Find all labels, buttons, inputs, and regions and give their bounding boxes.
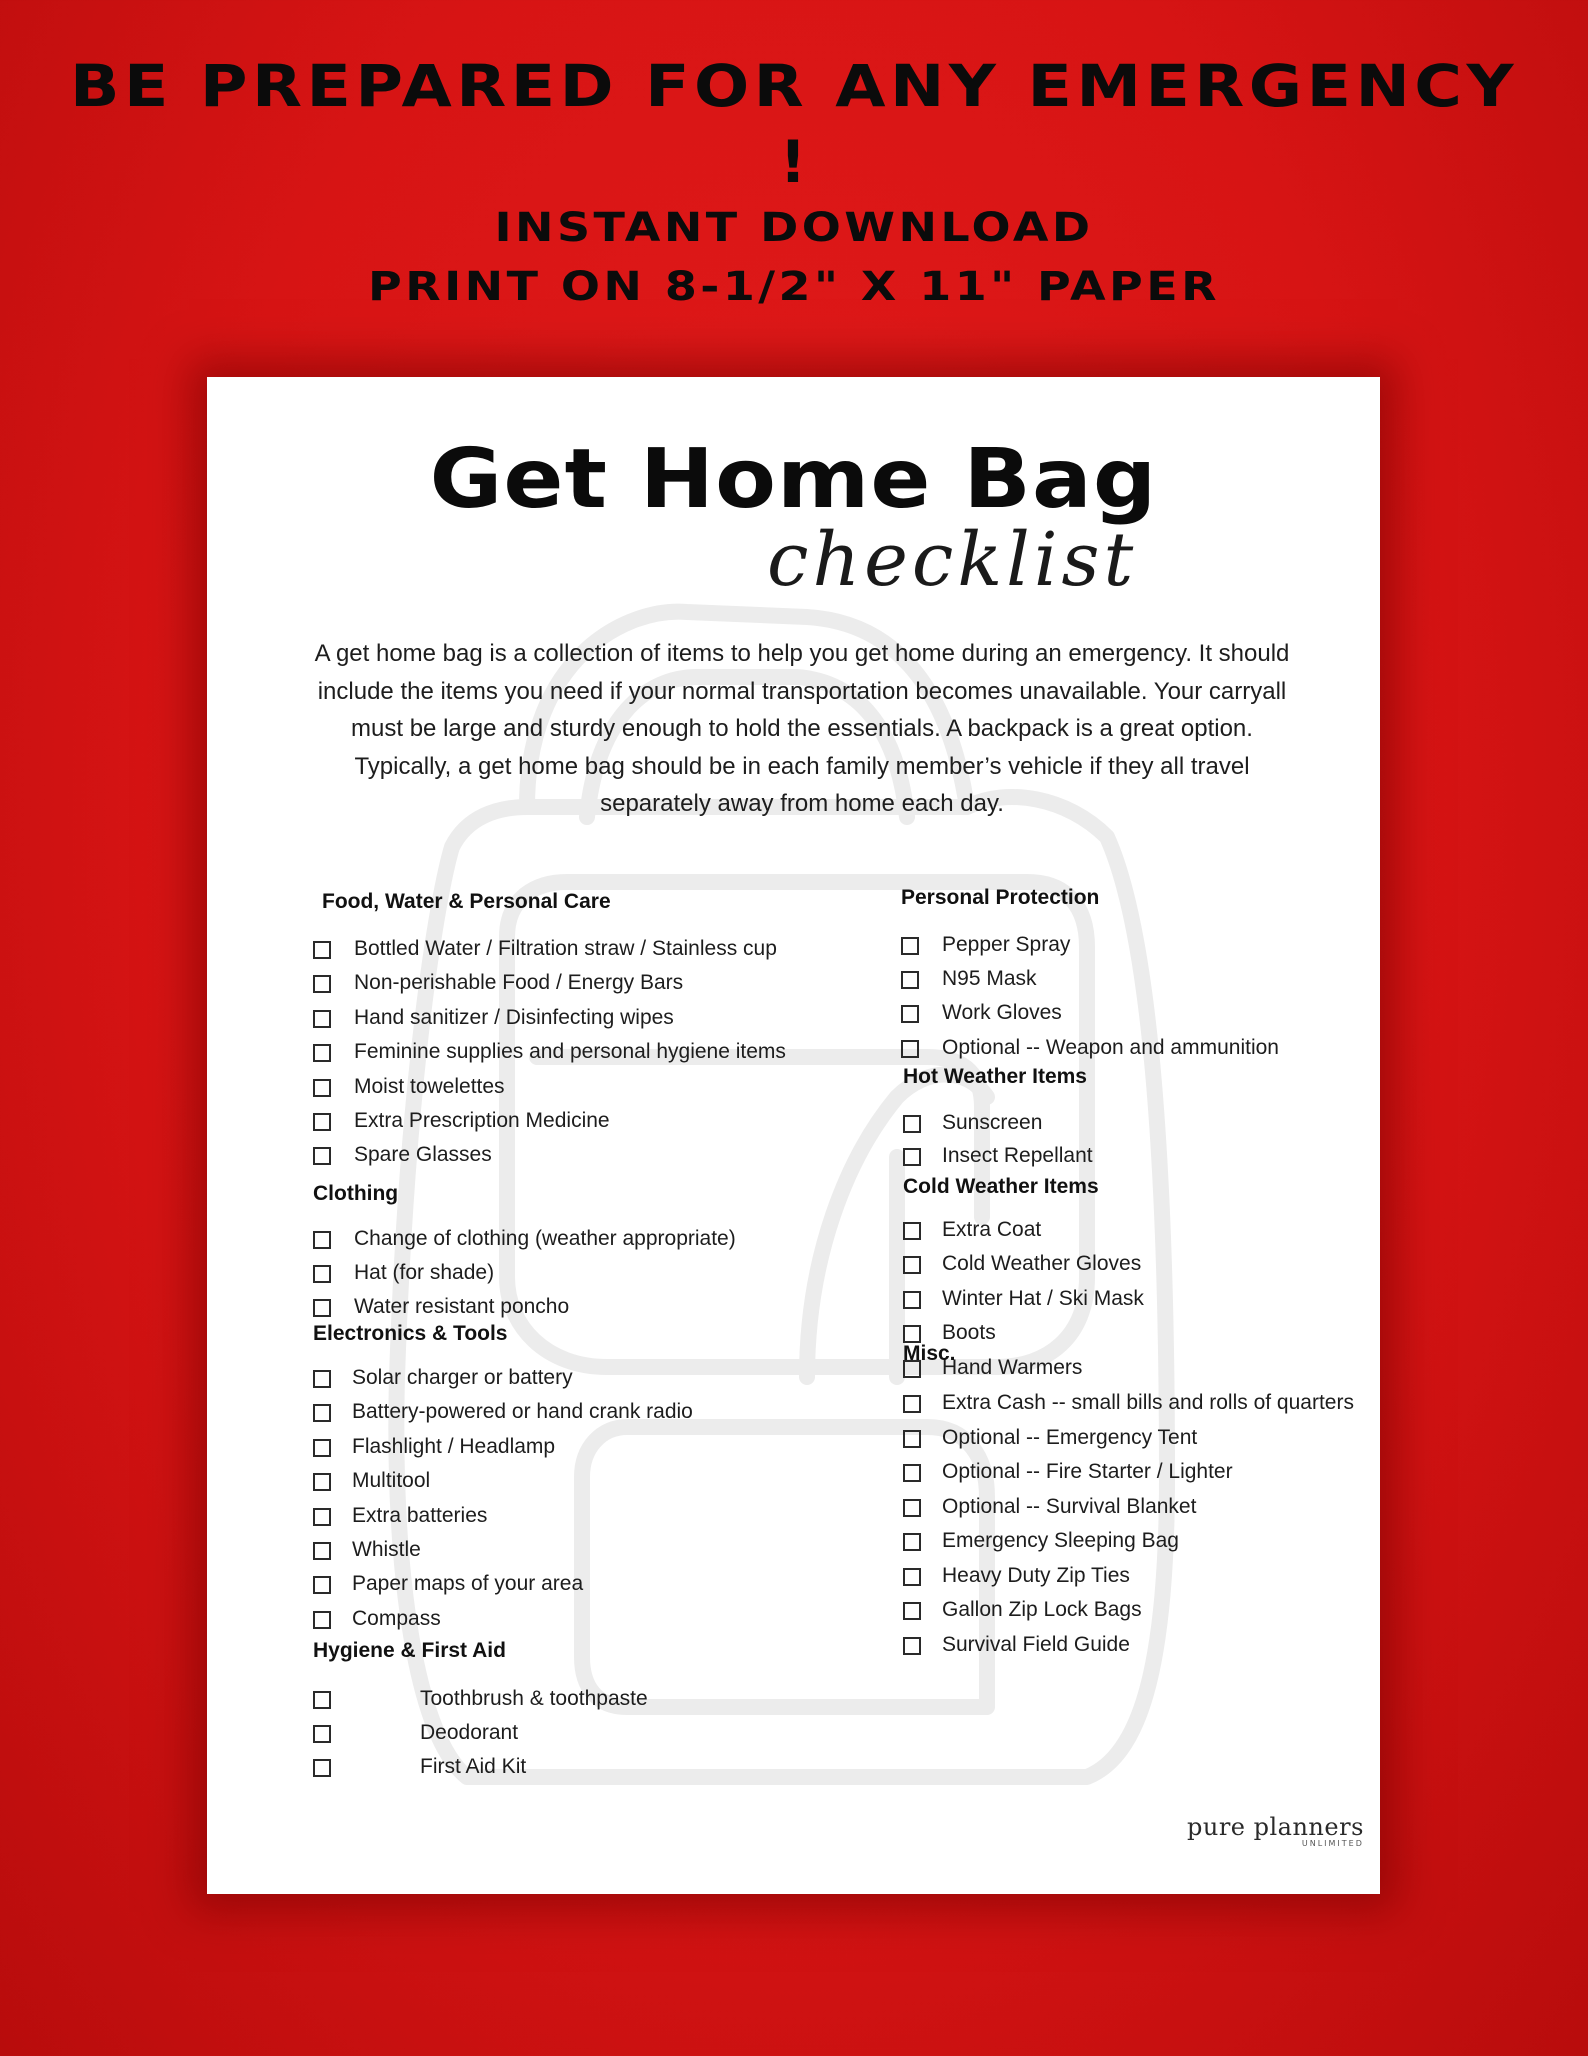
intro-paragraph: A get home bag is a collection of items to help you get home during an emergency. It should include the items you need if your normal transportation becomes unavailable. Your carryall must be large and sturdy enough to hold the essentials. A backpack is a great option. Typically, a get home bag should be in each family member’s vehicle if they all travel separately away from home each day. [314,640,1290,817]
checklist-item-protection: N95 Mask [942,967,1037,991]
checkbox-protection[interactable] [901,937,919,955]
section-heading-hot: Hot Weather Items [903,1065,1087,1088]
checklist-sheet [207,377,1380,1894]
checkbox-food[interactable] [313,1147,331,1165]
checklist-item-cold: Boots [942,1321,996,1345]
checkbox-cold[interactable] [903,1222,921,1240]
brand-logo [1187,1813,1364,1848]
section-heading-food: Food, Water & Personal Care [322,890,611,913]
checklist-item-hot: Sunscreen [942,1111,1043,1134]
section-heading-clothing: Clothing [313,1182,399,1205]
checkbox-electronics[interactable] [313,1473,331,1491]
checkbox-electronics[interactable] [313,1370,331,1388]
checkbox-misc[interactable] [903,1464,921,1482]
section-heading-misc: Misc. [903,1342,956,1365]
checklist-item-food: Feminine supplies and personal hygiene items [354,1040,786,1064]
checkbox-food[interactable] [313,1113,331,1131]
checklist-item-hygiene: Toothbrush & toothpaste [420,1687,648,1710]
checkbox-misc[interactable] [903,1533,921,1551]
banner-headline: BE PREPARED FOR ANY EMERGENCY [69,52,1518,120]
checklist-item-food: Extra Prescription Medicine [354,1109,610,1132]
checklist-item-misc: Extra Cash -- small bills and rolls of quarters [942,1391,1354,1414]
section-heading-electronics: Electronics & Tools [313,1322,508,1345]
checkbox-food[interactable] [313,1079,331,1097]
checklist-item-food: Hand sanitizer / Disinfecting wipes [354,1005,674,1029]
checklist-item-misc: Gallon Zip Lock Bags [942,1598,1142,1621]
checkbox-food[interactable] [313,975,331,993]
checklist-item-protection: Optional -- Weapon and ammunition [942,1035,1279,1059]
checklist-item-misc: Optional -- Fire Starter / Lighter [942,1460,1233,1483]
checklist-item-food: Moist towelettes [354,1074,505,1098]
page-title: Get Home Bag [429,432,1158,527]
checkbox-misc[interactable] [903,1602,921,1620]
banner-exclamation: ! [779,128,809,196]
checkbox-electronics[interactable] [313,1576,331,1594]
checklist-item-food: Spare Glasses [354,1143,492,1167]
checklist-item-protection: Pepper Spray [942,933,1071,956]
checkbox-electronics[interactable] [313,1404,331,1422]
checkbox-hot[interactable] [903,1115,921,1133]
checklist-item-food: Bottled Water / Filtration straw / Stainless cup [354,937,777,960]
checklist-item-misc: Survival Field Guide [942,1632,1130,1656]
checklist-item-electronics: Flashlight / Headlamp [352,1434,556,1458]
checklist-item-food: Non-perishable Food / Energy Bars [354,971,684,995]
checkbox-misc[interactable] [903,1430,921,1448]
page-subtitle: checklist [767,517,1138,603]
checklist-item-cold: Extra Coat [942,1218,1042,1241]
logo-subtext: UNLIMITED [1301,1839,1364,1848]
checkbox-protection[interactable] [901,1005,919,1023]
checklist-item-electronics: Solar charger or battery [352,1366,573,1389]
checklist-item-hot: Insect Repellant [942,1144,1093,1167]
checkbox-clothing[interactable] [313,1299,331,1317]
checkbox-food[interactable] [313,1010,331,1028]
checklist-item-electronics: Whistle [352,1538,421,1561]
checklist-item-hygiene: Deodorant [420,1721,519,1744]
checkbox-hygiene[interactable] [313,1725,331,1743]
checklist-item-clothing: Water resistant poncho [354,1295,570,1318]
section-heading-cold: Cold Weather Items [903,1175,1099,1198]
backpack-watermark-icon [207,377,1380,1894]
banner-print-size: PRINT ON 8-1/2" X 11" PAPER [368,264,1220,310]
section-heading-hygiene: Hygiene & First Aid [313,1639,506,1662]
checkbox-food[interactable] [313,941,331,959]
checkbox-food[interactable] [313,1044,331,1062]
checklist-item-cold: Hand Warmers [942,1355,1083,1379]
checklist-item-electronics: Battery-powered or hand crank radio [352,1400,693,1424]
checklist-item-protection: Work Gloves [942,1001,1062,1025]
checklist-item-electronics: Multitool [352,1469,431,1493]
checkbox-cold[interactable] [903,1291,921,1309]
checkbox-electronics[interactable] [313,1542,331,1560]
checklist-item-cold: Winter Hat / Ski Mask [942,1286,1144,1310]
checklist-item-misc: Emergency Sleeping Bag [942,1529,1179,1552]
checkbox-clothing[interactable] [313,1231,331,1249]
checkbox-electronics[interactable] [313,1439,331,1457]
checkbox-misc[interactable] [903,1637,921,1655]
checkbox-misc[interactable] [903,1568,921,1586]
checklist-item-misc: Optional -- Emergency Tent [942,1425,1198,1449]
checkbox-clothing[interactable] [313,1265,331,1283]
checkbox-misc[interactable] [903,1395,921,1413]
checklist-item-clothing: Hat (for shade) [354,1261,495,1284]
logo-text: pure planners [1187,1813,1364,1841]
checklist-item-clothing: Change of clothing (weather appropriate) [354,1227,736,1250]
checklist-item-misc: Heavy Duty Zip Ties [942,1563,1130,1587]
checkbox-cold[interactable] [903,1325,921,1343]
checkbox-hygiene[interactable] [313,1691,331,1709]
checkbox-protection[interactable] [901,971,919,989]
checklist-item-hygiene: First Aid Kit [420,1755,527,1778]
banner-instant-download: INSTANT DOWNLOAD [494,205,1094,251]
checklist-item-electronics: Compass [352,1606,441,1630]
checklist-item-electronics: Paper maps of your area [352,1572,584,1596]
checkbox-hot[interactable] [903,1148,921,1166]
checkbox-protection[interactable] [901,1040,919,1058]
section-heading-protection: Personal Protection [901,886,1100,909]
checkbox-electronics[interactable] [313,1611,331,1629]
checkbox-hygiene[interactable] [313,1759,331,1777]
checkbox-misc[interactable] [903,1499,921,1517]
checkbox-cold[interactable] [903,1256,921,1274]
checklist-item-electronics: Extra batteries [352,1503,488,1527]
checklist-item-cold: Cold Weather Gloves [942,1252,1142,1276]
checkbox-electronics[interactable] [313,1508,331,1526]
checklist-item-misc: Optional -- Survival Blanket [942,1494,1197,1518]
